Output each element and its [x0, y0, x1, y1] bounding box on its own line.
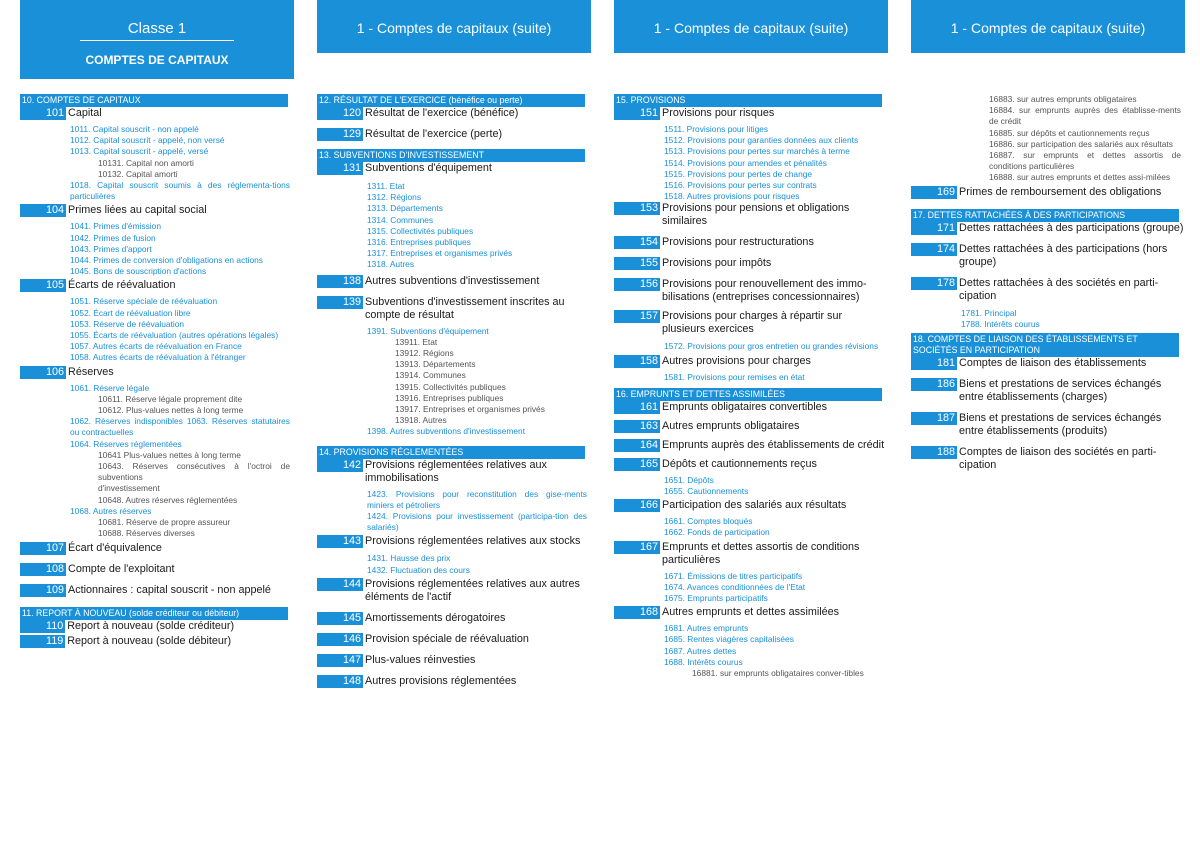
account-number: 145 [317, 612, 363, 625]
account-label: Capital [68, 107, 102, 119]
account-row [317, 275, 591, 288]
sub-account: 1688. Intérêts courus [664, 656, 743, 667]
account-number: 169 [911, 186, 957, 199]
sub-sub-account: 10612. Plus-values nettes à long terme [98, 405, 244, 416]
sub-account: 1042. Primes de fusion [70, 232, 156, 243]
account-row [614, 499, 888, 512]
sub-account: 1424. Provisions pour investissement (participa-tion des salariés) [367, 511, 587, 533]
section-heading: 11. REPORT À NOUVEAU (solde créditeur ou débiteur) [20, 607, 288, 620]
sub-account: 1788. Intérêts courus [961, 318, 1040, 329]
sub-sub-account: 16883. sur autres emprunts obligataires [989, 94, 1137, 104]
account-row [911, 186, 1185, 199]
sub-sub-account: 10132. Capital amorti [98, 168, 178, 179]
account-row [20, 107, 294, 120]
account-label: Primes liées au capital social [68, 204, 207, 217]
account-number: 139 [317, 296, 363, 309]
sub-sub-account: 10611. Réserve légale proprement dite [98, 393, 243, 404]
account-row [911, 412, 1185, 438]
account-label: Provisions réglementées relatives aux immobilisations [365, 458, 547, 484]
sub-account: 1041. Primes d'émission [70, 221, 161, 232]
account-label: Biens et prestations de services échangés entre établissements (charges) [959, 378, 1162, 404]
sub-account: 1058. Autres écarts de réévaluation à l'étranger [70, 352, 246, 363]
sub-account: 1572. Provisions pour gros entretien ou grandes révisions [664, 341, 879, 352]
sub-account: 1671. Émissions de titres participatifs [664, 570, 803, 581]
account-row [911, 277, 1185, 303]
account-label: Autres emprunts et dettes assimilées [662, 606, 840, 619]
sub-account: 1068. Autres réserves [70, 505, 152, 516]
account-label: Provisions pour charges à répartir sur plusieurs exercices [662, 310, 843, 336]
section-heading: 17. DETTES RATTACHÉES À DES PARTICIPATIONS [911, 209, 1179, 222]
account-number: 146 [317, 633, 363, 646]
sub-sub-account: 10688. Réserves diverses [98, 528, 195, 539]
account-number: 153 [614, 202, 660, 215]
account-number: 156 [614, 278, 660, 291]
account-label: Emprunts auprès des établissements de crédit [662, 438, 885, 451]
account-label: Réserves [68, 365, 114, 378]
column-4-body [911, 94, 1185, 472]
account-row [614, 439, 888, 452]
account-row [911, 446, 1185, 472]
sub-account: 1317. Entreprises et organismes privés [367, 248, 513, 259]
account-label: Écart d'équivalence [68, 541, 162, 554]
account-number: 129 [317, 128, 363, 141]
column-1-body [20, 94, 294, 648]
account-label: Comptes de liaison des établissements [959, 357, 1147, 370]
account-number: 157 [614, 310, 660, 323]
column-2-body [317, 94, 591, 688]
account-label: Écarts de réévaluation [68, 279, 176, 292]
account-label: Subventions d'équipement [365, 162, 492, 174]
account-number: 120 [317, 107, 363, 120]
sub-sub-account: 16888. sur autres emprunts et dettes assi-milées [989, 172, 1171, 183]
section-heading: 12. RÉSULTAT DE L'EXERCICE (bénéfice ou perte) [317, 94, 585, 107]
account-row [317, 128, 591, 141]
sub-account: 1018. Capital souscrit soumis à des réglementa-tions particulières [70, 180, 290, 202]
account-row [20, 635, 294, 648]
sub-sub-account: 16884. sur emprunts auprès des établisse-ments de crédit [989, 105, 1181, 127]
section-heading: 16. EMPRUNTS ET DETTES ASSIMILÉES [614, 388, 882, 401]
sub-account: 1675. Emprunts participatifs [664, 593, 768, 604]
column-3 [614, 0, 888, 679]
sub-account: 1391. Subventions d'équipement [367, 325, 489, 336]
sub-account: 1311. Etat [367, 181, 405, 191]
account-label: Compte de l'exploitant [68, 562, 175, 575]
account-number: 163 [614, 420, 660, 433]
account-row [614, 310, 888, 336]
sub-sub-account: 16886. sur participation des salariés aux résultats [989, 138, 1173, 149]
sub-account: 1681. Autres emprunts [664, 623, 749, 634]
account-label: Dettes rattachées à des participations (hors groupe) [959, 242, 1168, 268]
account-label: Dettes rattachées à des participations (groupe) [959, 221, 1184, 234]
sub-account: 1043. Primes d'apport [70, 243, 152, 254]
account-label: Autres emprunts obligataires [662, 419, 800, 432]
account-label: Autres provisions réglementées [365, 674, 517, 687]
sub-sub-account: d'investissement [98, 483, 160, 494]
sub-sub-account: 13913. Départements [395, 359, 476, 370]
sub-sub-account: 10681. Réserve de propre assureur [98, 517, 231, 528]
account-label: Provision spéciale de réévaluation [365, 632, 529, 645]
sub-sub-account: 10648. Autres réserves réglementées [98, 494, 238, 505]
account-number: 171 [911, 222, 957, 235]
account-number: 178 [911, 277, 957, 290]
account-row [317, 654, 591, 667]
account-number: 168 [614, 606, 660, 619]
account-label: Emprunts obligataires convertibles [662, 400, 828, 413]
sub-sub-account: 13917. Entreprises et organismes privés [395, 404, 545, 415]
account-number: 167 [614, 541, 660, 554]
account-row [614, 355, 888, 368]
sub-account: 1511. Provisions pour litiges [664, 124, 769, 134]
account-number: 110 [20, 620, 65, 633]
account-row [317, 675, 591, 688]
sub-account: 1013. Capital souscrit - appelé, versé [70, 146, 209, 157]
account-number: 143 [317, 535, 363, 548]
account-label: Provisions réglementées relatives aux autres éléments de l'actif [365, 577, 580, 603]
account-label: Résultat de l'exercice (bénéfice) [365, 107, 519, 119]
sub-account: 1315. Collectivités publiques [367, 225, 474, 236]
account-row [317, 107, 591, 120]
sub-account: 1061. Réserve légale [70, 382, 150, 393]
account-number: 158 [614, 355, 660, 368]
account-number: 164 [614, 439, 660, 452]
sub-sub-account: 10641 Plus-values nettes à long terme [98, 449, 241, 460]
account-number: 165 [614, 458, 660, 471]
sub-account: 1011. Capital souscrit - non appelé [70, 124, 199, 134]
account-row [317, 162, 591, 175]
account-row [614, 541, 888, 567]
sub-account: 1057. Autres écarts de réévaluation en France [70, 341, 242, 352]
account-label: Provisions réglementées relatives aux stocks [365, 535, 581, 548]
account-label: Plus-values réinvesties [365, 653, 476, 666]
sub-account: 1432. Fluctuation des cours [367, 564, 470, 575]
sub-sub-account: 16885. sur dépôts et cautionnements reçus [989, 127, 1150, 138]
account-row [614, 107, 888, 120]
sub-account: 1655. Cautionnements [664, 486, 749, 497]
account-label: Dettes rattachées à des sociétés en parti-cipation [959, 276, 1159, 302]
account-number: 166 [614, 499, 660, 512]
account-number: 151 [614, 107, 660, 120]
account-row [911, 243, 1185, 269]
sub-account: 1781. Principal [961, 307, 1017, 318]
column-3-body [614, 94, 888, 679]
sub-sub-account: 13918. Autres [395, 415, 447, 426]
sub-account: 1661. Comptes bloqués [664, 516, 753, 527]
account-number: 174 [911, 243, 957, 256]
account-number: 119 [20, 635, 65, 648]
account-number: 188 [911, 446, 957, 459]
account-row [20, 563, 294, 576]
account-number: 147 [317, 654, 363, 667]
header-divider [80, 40, 234, 41]
sub-account: 1515. Provisions pour pertes de change [664, 168, 813, 179]
account-number: 154 [614, 236, 660, 249]
sub-account: 1053. Réserve de réévaluation [70, 318, 185, 329]
account-number: 142 [317, 459, 363, 472]
section-heading: 13. SUBVENTIONS D'INVESTISSEMENT [317, 149, 585, 162]
sub-account: 1581. Provisions pour remises en état [664, 371, 805, 382]
account-row [614, 420, 888, 433]
sub-account: 1314. Communes [367, 214, 434, 225]
sub-account: 1052. Écart de réévaluation libre [70, 307, 191, 318]
account-label: Emprunts et dettes assortis de conditions particulières [662, 540, 860, 566]
account-row [614, 202, 888, 228]
sub-sub-account: 13914. Communes [395, 370, 466, 381]
account-number: 105 [20, 279, 66, 292]
section-heading: 15. PROVISIONS [614, 94, 882, 107]
sub-sub-account: 10643. Réserves consécutives à l'octroi de subventions [98, 461, 290, 483]
sub-sub-account: 13912. Régions [395, 348, 454, 359]
sub-sub-account: 16881. sur emprunts obligataires conver-tibles [692, 668, 864, 679]
account-number: 101 [20, 107, 66, 120]
header-title: 1 - Comptes de capitaux (suite) [950, 20, 1146, 36]
sub-account: 1514. Provisions pour amendes et pénalités [664, 157, 827, 168]
account-row [614, 257, 888, 270]
account-row [20, 620, 294, 633]
sub-sub-account: 13911. Etat [395, 336, 438, 347]
column-1 [20, 0, 294, 647]
sub-account: 1313. Départements [367, 203, 443, 214]
account-number: 187 [911, 412, 957, 425]
column-4-header [911, 0, 1185, 53]
sub-sub-account: 13916. Entreprises publiques [395, 392, 504, 403]
account-row [614, 401, 888, 414]
sub-account: 1044. Primes de conversion d'obligations en actions [70, 255, 263, 266]
account-row [317, 578, 591, 604]
sub-account: 1423. Provisions pour reconstitution des gise-ments miniers et pétroliers [367, 488, 587, 510]
account-label: Subventions d'investissement inscrites au compte de résultat [365, 295, 565, 321]
account-row [317, 612, 591, 625]
account-label: Provisions pour renouvellement des immo-bilisations (entreprises concessionnaires) [662, 278, 867, 304]
account-row [614, 278, 888, 304]
account-row [20, 204, 294, 217]
column-4 [911, 0, 1185, 472]
account-number: 109 [20, 584, 66, 597]
account-label: Participation des salariés aux résultats [662, 499, 847, 512]
column-3-header [614, 0, 888, 53]
account-row [20, 366, 294, 379]
sub-account: 1431. Hausse des prix [367, 553, 451, 564]
account-number: 186 [911, 378, 957, 391]
account-row [317, 633, 591, 646]
account-row [614, 458, 888, 471]
sub-account: 1012. Capital souscrit - appelé, non versé [70, 135, 225, 146]
account-label: Provisions pour risques [662, 107, 775, 119]
sub-account: 1318. Autres [367, 259, 415, 270]
sub-account: 1051. Réserve spéciale de réévaluation [70, 296, 218, 307]
account-number: 148 [317, 675, 363, 688]
account-row [911, 378, 1185, 404]
account-number: 161 [614, 401, 660, 414]
account-label: Provisions pour restructurations [662, 236, 814, 249]
account-label: Amortissements dérogatoires [365, 611, 506, 624]
section-heading: 14. PROVISIONS RÉGLEMENTÉES [317, 446, 585, 459]
header-title: 1 - Comptes de capitaux (suite) [653, 20, 849, 36]
account-number: 131 [317, 162, 363, 175]
account-number: 108 [20, 563, 66, 576]
sub-sub-account: 10131. Capital non amorti [98, 157, 194, 168]
account-label: Report à nouveau (solde créditeur) [67, 619, 235, 632]
account-label: Provisions pour impôts [662, 257, 772, 270]
sub-sub-account: 16887. sur emprunts et dettes assortis de conditions particulières [989, 150, 1181, 172]
account-row [317, 535, 591, 548]
column-2-header [317, 0, 591, 53]
account-label: Autres provisions pour charges [662, 354, 811, 367]
account-label: Report à nouveau (solde débiteur) [67, 634, 232, 647]
sub-account: 1513. Provisions pour pertes sur marchés à terme [664, 146, 850, 157]
account-row [911, 357, 1185, 370]
sub-account: 1055. Écarts de réévaluation (autres opérations légales) [70, 330, 279, 341]
account-row [317, 459, 591, 485]
account-label: Comptes de liaison des sociétés en parti-cipation [959, 446, 1157, 472]
account-row [317, 296, 591, 322]
sub-account: 1316. Entreprises publiques [367, 237, 471, 248]
account-label: Dépôts et cautionnements reçus [662, 457, 817, 470]
account-number: 144 [317, 578, 363, 591]
sub-account: 1518. Autres provisions pour risques [664, 191, 800, 202]
sub-account: 1064. Réserves réglementées [70, 438, 182, 449]
account-number: 138 [317, 275, 363, 288]
header-title: Classe 1 [127, 20, 187, 37]
account-row [911, 222, 1185, 235]
sub-account: 1685. Rentes viagères capitalisées [664, 634, 794, 645]
account-row [614, 236, 888, 249]
account-row [20, 542, 294, 555]
account-label: Biens et prestations de services échangés entre établissements (produits) [959, 412, 1162, 438]
sub-account: 1516. Provisions pour pertes sur contrats [664, 180, 817, 191]
section-heading: 10. COMPTES DE CAPITAUX [20, 94, 288, 107]
sub-account: 1674. Avances conditionnées de l'Etat [664, 581, 806, 592]
account-label: Primes de remboursement des obligations [959, 185, 1162, 198]
sub-account: 1512. Provisions pour garanties données aux clients [664, 135, 859, 146]
section-heading: 18. COMPTES DE LIAISON DES ÉTABLISSEMENTS ET SOCIÉTÉS EN PARTICIPATION [911, 333, 1179, 357]
account-label: Provisions pour pensions et obligations similaires [662, 202, 850, 228]
sub-account: 1398. Autres subventions d'investissement [367, 426, 526, 437]
account-number: 106 [20, 366, 66, 379]
account-number: 107 [20, 542, 66, 555]
sub-account: 1662. Fonds de participation [664, 527, 770, 538]
account-row [20, 279, 294, 292]
account-label: Autres subventions d'investissement [365, 274, 540, 287]
sub-account: 1687. Autres dettes [664, 645, 737, 656]
header-title: 1 - Comptes de capitaux (suite) [356, 20, 552, 36]
account-row [614, 606, 888, 619]
sub-account: 1651. Dépôts [664, 474, 714, 485]
account-label: Résultat de l'exercice (perte) [365, 128, 503, 140]
account-number: 181 [911, 357, 957, 370]
account-label: Actionnaires : capital souscrit - non appelé [68, 583, 271, 596]
account-number: 155 [614, 257, 660, 270]
column-1-header [20, 0, 294, 79]
account-number: 104 [20, 204, 66, 217]
account-row [20, 584, 294, 597]
header-subtitle: COMPTES DE CAPITAUX [85, 53, 229, 67]
sub-account: 1045. Bons de souscription d'actions [70, 266, 207, 277]
column-2 [317, 0, 591, 687]
sub-account: 1312. Régions [367, 192, 422, 203]
sub-account: 1062. Réserves indisponibles 1063. Réserves statutaires ou contractuelles [70, 416, 290, 438]
sub-sub-account: 13915. Collectivités publiques [395, 381, 506, 392]
